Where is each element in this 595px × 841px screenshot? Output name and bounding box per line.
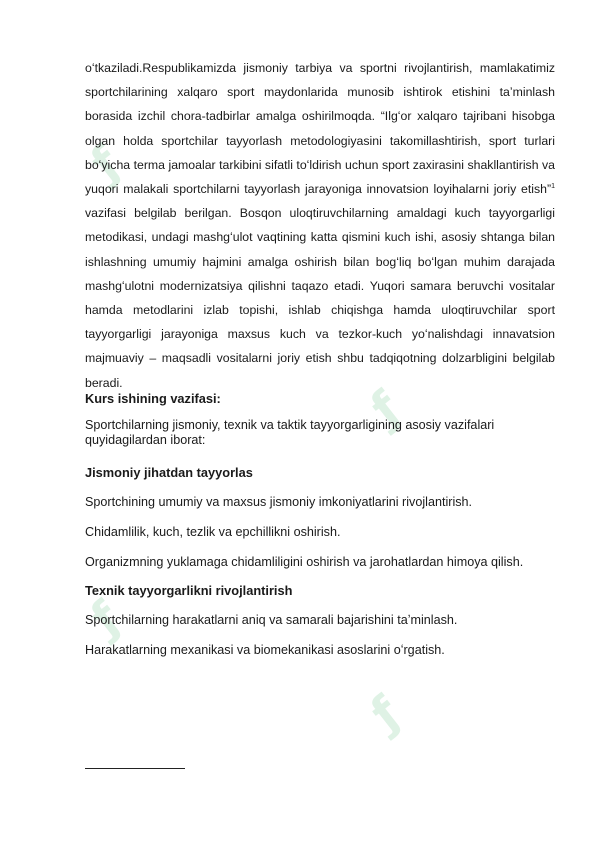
intro-text-part2: vazifasi belgilab berilgan. Bosqon uloqtiruvchilarning amaldagi kuch tayyorgarligi metodikasi, undagi mashgʻulot vaqtining katta qismini kuch ishi, asosiy shtanga bilan ishlashning umumiy hajmini amalga oshirish bilan bogʻliq boʻlgan muhim darajada mashgʻulotni modernizatsiya qilishni taqazo etadi. Yuqori samara beruvchi vositalar hamda metodlarini izlab topishi, ishlab chiqishga hamda uloqtiruvchilar sport tayyorgarligi jarayoniga maxsus kuch va tezkor-kuch yoʻnalishdagi innavatsion majmuaviy – maqsadli vositalarni joriy etish shbu tadqiqotning dolzarbligini belgilab beradi. — [85, 206, 555, 390]
technical-item-2: Harakatlarning mexanikasi va biomekanikasi asoslarini oʻrgatish. — [85, 643, 445, 658]
watermark-logo: ƒ — [80, 590, 130, 646]
page-body — [80, 56, 555, 659]
physical-heading: Jismoniy jihatdan tayyorlas — [85, 464, 253, 480]
intro-paragraph — [80, 56, 555, 395]
physical-item-2: Chidamlilik, kuch, tezlik va epchillikni oshirish. — [85, 525, 341, 540]
physical-item-3: Organizmning yuklamaga chidamliligini oshirish va jarohatlardan himoya qilish. — [85, 555, 524, 570]
technical-item-1: Sportchilarning harakatlarni aniq va samarali bajarishini taʼminlash. — [85, 612, 458, 627]
watermark-logo: ƒ — [360, 380, 410, 436]
intro-lead: oʻtkaziladi. — [85, 61, 143, 75]
section-intro: Sportchilarning jismoniy, texnik va taktik tayyorgarligining asosiy vazifalari quyidagilardan iborat: — [85, 417, 495, 448]
physical-item-1: Sportchining umumiy va maxsus jismoniy imkoniyatlarini rivojlantirish. — [85, 494, 473, 509]
intro-text-part1: Respublikamizda jismoniy tarbiya va sportni rivojlantirish, mamlakatimiz sportchilarining xalqaro sport maydonlarida munosib ishtirok etishini taʼminlash borasida izchil chora-tadbirlar amalga oshirilmoqda. “Ilgʻor xalqaro tajribani hisobga olgan holda sportchilar tayyorlash metodologiyasini takomillashtirish, sport turlari boʻyicha terma jamoalar tarkibini sifatli toʻldirish uchun sport zaxirasini shakllantirish va yuqori malakali sportchilarni tayyorlash jarayoniga innovatsion loyihalarni joriy etish” — [85, 61, 555, 197]
technical-heading: Texnik tayyorgarlikni rivojlantirish — [85, 582, 293, 598]
watermark-logo: ƒ — [80, 135, 130, 191]
watermark-logo: ƒ — [360, 685, 410, 741]
section-heading: Kurs ishining vazifasi: — [85, 390, 221, 406]
footnote-reference[interactable]: 1 — [551, 182, 555, 190]
footnote-separator — [85, 768, 185, 769]
